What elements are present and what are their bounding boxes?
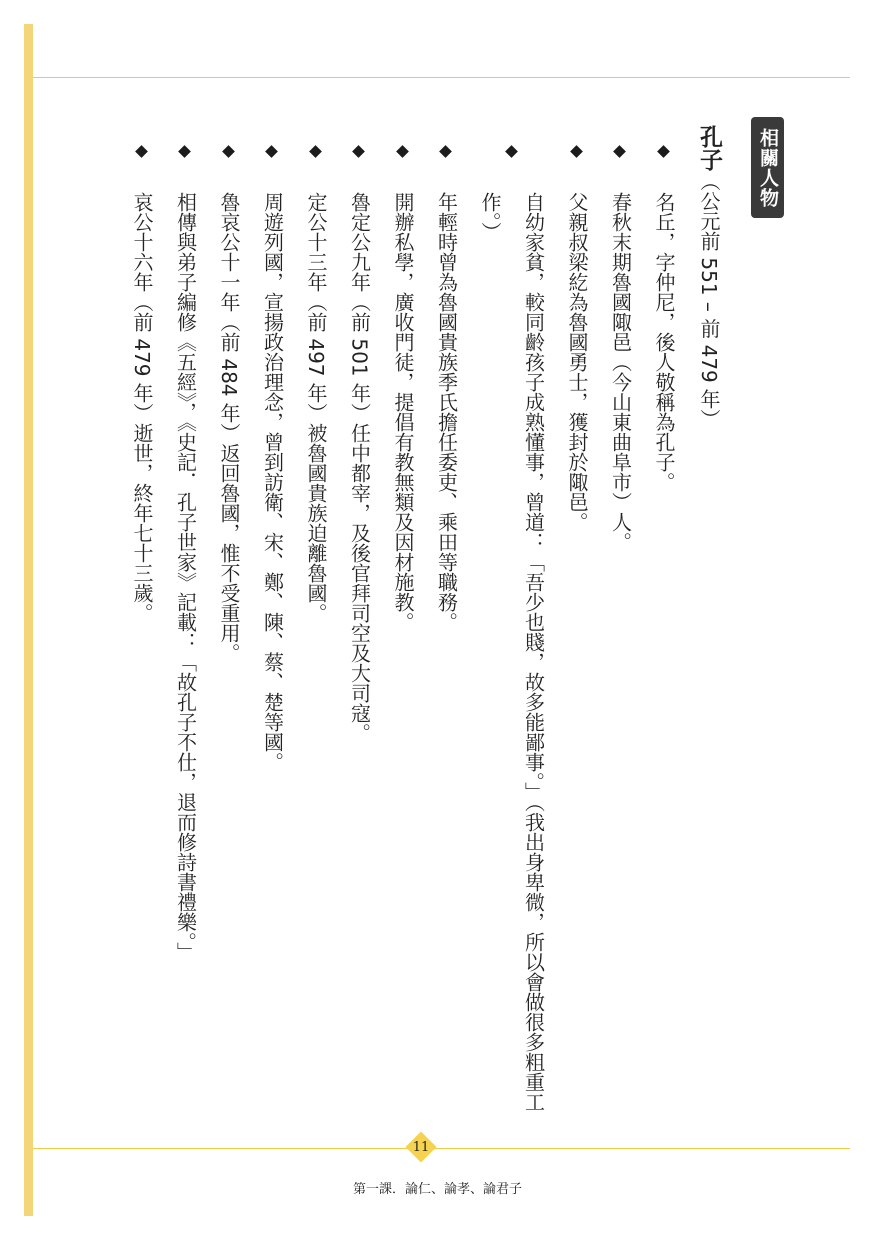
diamond-bullet-icon: [265, 145, 278, 158]
person-name: 孔子: [696, 125, 722, 171]
diamond-bullet-icon: [352, 145, 365, 158]
bullet-list: [120, 125, 686, 1125]
top-divider: [33, 77, 850, 78]
list-item: [642, 125, 686, 1125]
list-item-text: 開辦私學，廣收門徒，提倡有教無類及因材施教。: [391, 192, 415, 632]
diamond-bullet-icon: [657, 145, 670, 158]
list-item-text: 魯定公九年（前 501 年）任中都宰，及後官拜司空及大司寇。: [347, 192, 372, 743]
list-item: [120, 125, 164, 1125]
page-number: 11: [412, 1140, 430, 1155]
list-item-text: 年輕時曾為魯國貴族季氏擔任委吏、乘田等職務。: [434, 192, 459, 632]
list-item: [555, 125, 599, 1125]
list-item-text: 自幼家貧，較同齡孩子成熟懂事，曾道：「吾少也賤，故多能鄙事。」（我出身卑微，所以會做很多粗重工作。）: [478, 192, 546, 1112]
list-item-text: 名丘，字仲尼，後人敬稱為孔子。: [652, 192, 676, 492]
list-item: [424, 125, 468, 1125]
list-item: [337, 125, 381, 1125]
diamond-bullet-icon: [396, 145, 409, 158]
vertical-text-body: [120, 125, 730, 1125]
diamond-bullet-icon: [570, 145, 583, 158]
person-heading: [688, 125, 730, 1125]
list-item: [468, 125, 555, 1125]
section-tag: 相關人物: [751, 117, 784, 218]
diamond-bullet-icon: [178, 145, 191, 158]
list-item: [250, 125, 294, 1125]
diamond-bullet-icon: [439, 145, 452, 158]
list-item: [163, 125, 207, 1125]
person-years: （公元前 551 – 前 479 年）: [697, 171, 721, 430]
list-item: [381, 125, 425, 1125]
list-item: [598, 125, 642, 1125]
list-item-text: 魯哀公十一年（前 484 年）返回魯國，惟不受重用。: [217, 192, 241, 663]
list-item-text: 定公十三年（前 497 年）被魯國貴族迫離魯國。: [304, 192, 328, 623]
diamond-bullet-icon: [135, 145, 148, 158]
list-item-text: 哀公十六年（前 479 年）逝世，終年七十三歲。: [130, 192, 154, 623]
list-item-text: 父親叔梁紇為魯國勇士，獲封於陬邑。: [565, 192, 589, 532]
list-item: [207, 125, 251, 1125]
list-item: [294, 125, 338, 1125]
list-item-text: 周遊列國，宣揚政治理念，曾到訪衛、宋、鄭、陳、蔡、楚等國。: [260, 192, 285, 772]
list-item-text: 春秋末期魯國陬邑（今山東曲阜市）人。: [608, 192, 633, 552]
list-item-text: 相傳與弟子編修《五經》，《史記．孔子世家》記載：「故孔子不仕，退而修詩書禮樂。」: [173, 192, 198, 962]
page-number-badge: [405, 1131, 437, 1163]
diamond-bullet-icon: [222, 145, 235, 158]
diamond-bullet-icon: [309, 145, 322, 158]
diamond-bullet-icon: [505, 145, 518, 158]
left-margin-bar: [24, 24, 33, 1216]
diamond-bullet-icon: [613, 145, 626, 158]
footer-lesson-title: 第一課．論仁、論孝、論君子: [352, 1182, 522, 1197]
bottom-divider: [33, 1148, 850, 1149]
